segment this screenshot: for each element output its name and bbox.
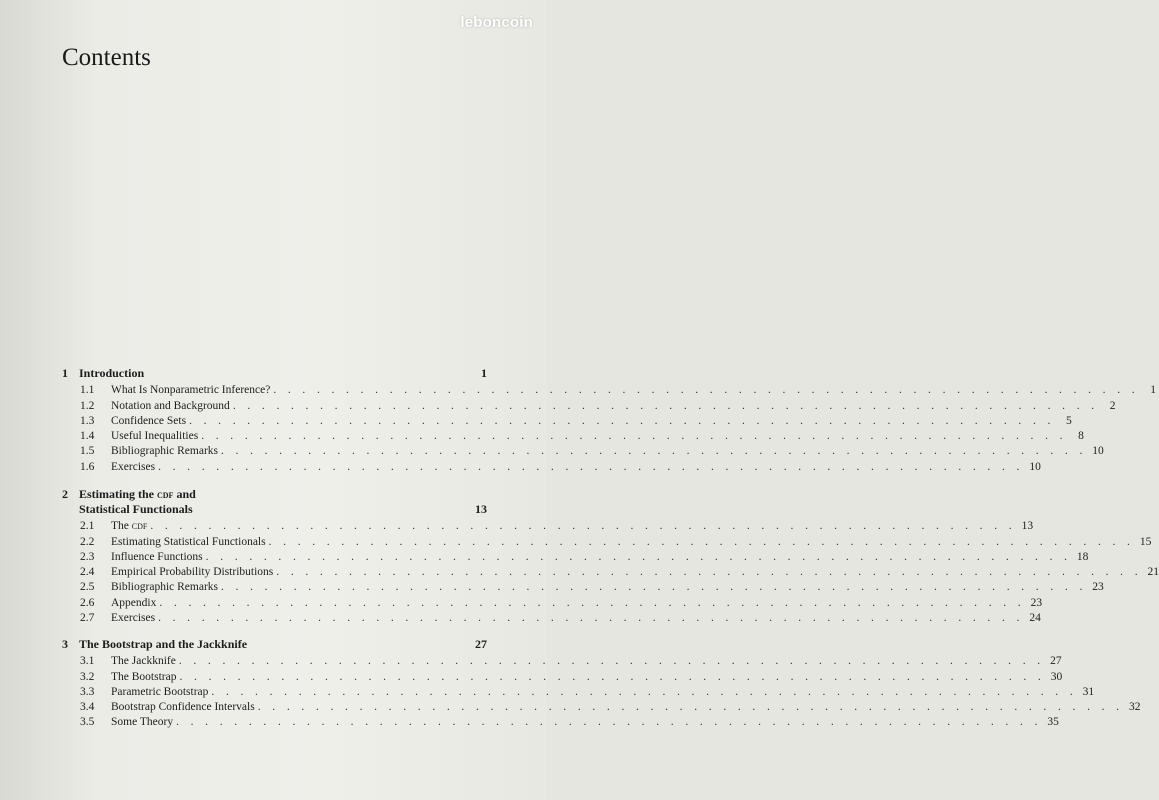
section-number: 1.3 bbox=[80, 414, 95, 427]
section-title: Empirical Probability Distributions bbox=[111, 566, 274, 579]
dot-leader: . . . . . . . . . . . . . . . . . . . . . . . . . . . . . . . . . . . . . . . . . . . . . . . . . . . . . . . . . . . . bbox=[189, 414, 1055, 427]
dot-leader: . . . . . . . . . . . . . . . . . . . . . . . . . . . . . . . . . . . . . . . . . . . . . . . . . . . . . . . . . . . . bbox=[211, 685, 1078, 698]
section-title: Parametric Bootstrap bbox=[111, 685, 209, 698]
section-page: 23 bbox=[1092, 581, 1104, 594]
dot-leader: . . . . . . . . . . . . . . . . . . . . . . . . . . . . . . . . . . . . . . . . . . . . . . . . . . . . . . . . . . . . bbox=[179, 670, 1046, 683]
section-title: Exercises bbox=[111, 460, 156, 473]
dot-leader: . . . . . . . . . . . . . . . . . . . . . . . . . . . . . . . . . . . . . . . . . . . . . . . . . . . . . . . . . . . . bbox=[273, 384, 1140, 397]
chapter-page: 13 bbox=[475, 502, 487, 516]
section-number: 1.1 bbox=[80, 384, 95, 397]
cdf-small-caps: cdf bbox=[131, 520, 148, 533]
section-title: Bootstrap Confidence Intervals bbox=[111, 701, 255, 714]
section-number: 1.5 bbox=[80, 445, 95, 458]
section-title: What Is Nonparametric Inference? bbox=[111, 384, 271, 397]
section-page: 21 bbox=[1147, 566, 1159, 579]
chapter-number: 3 bbox=[62, 637, 68, 651]
toc-entry-3-4[interactable] bbox=[62, 698, 1141, 714]
dot-leader: . . . . . . . . . . . . . . . . . . . . . . . . . . . . . . . . . . . . . . . . . . . . . . . . . . . . . . . . . . . . bbox=[176, 716, 1042, 729]
toc-entry-3-2[interactable] bbox=[62, 667, 1063, 683]
dot-leader: . . . . . . . . . . . . . . . . . . . . . . . . . . . . . . . . . . . . . . . . . . . . . . . . . . . . . . . . . . . . bbox=[232, 399, 1099, 412]
toc-entry-3-1[interactable] bbox=[62, 652, 1062, 668]
section-page: 27 bbox=[1050, 655, 1062, 668]
section-page: 2 bbox=[1109, 399, 1116, 412]
section-number: 2.3 bbox=[80, 550, 95, 563]
section-number: 1.4 bbox=[80, 430, 95, 443]
section-page: 13 bbox=[1021, 520, 1034, 533]
dot-leader: . . . . . . . . . . . . . . . . . . . . . . . . . . . . . . . . . . . . . . . . . . . . . . . . . . . . . . . . . . . . bbox=[221, 581, 1087, 594]
page-title: Contents bbox=[62, 44, 151, 71]
toc-entry-2-1[interactable] bbox=[62, 517, 1034, 533]
chapter-title: The Bootstrap and the Jackknife bbox=[79, 637, 248, 651]
section-number: 2.5 bbox=[80, 581, 95, 594]
section-number: 1.2 bbox=[80, 399, 95, 412]
section-page: 23 bbox=[1030, 596, 1043, 609]
cdf-small-caps: cdf bbox=[157, 487, 174, 501]
toc-entry-2-3[interactable] bbox=[62, 548, 1089, 563]
chapter-title-line-2: Statistical Functionals bbox=[79, 502, 193, 516]
section-number: 2.7 bbox=[80, 612, 95, 625]
section-number: 3.2 bbox=[80, 670, 95, 683]
chapter-title-part: and bbox=[173, 487, 196, 501]
section-page: 5 bbox=[1066, 414, 1072, 427]
section-page: 8 bbox=[1078, 430, 1084, 443]
section-page: 31 bbox=[1082, 685, 1095, 698]
section-number: 3.3 bbox=[80, 685, 95, 698]
dot-leader: . . . . . . . . . . . . . . . . . . . . . . . . . . . . . . . . . . . . . . . . . . . . . . . . . . . . . . . . . . . . bbox=[150, 520, 1017, 533]
section-title: Exercises bbox=[111, 612, 156, 625]
chapter-2-heading[interactable] bbox=[62, 485, 487, 502]
section-title: Estimating Statistical Functionals bbox=[111, 535, 266, 548]
section-title: Some Theory bbox=[111, 716, 174, 729]
toc-entry-1-4[interactable] bbox=[62, 427, 1084, 443]
section-title: Influence Functions bbox=[111, 550, 203, 563]
section-title: The Bootstrap bbox=[111, 670, 177, 683]
section-title: Appendix bbox=[111, 596, 157, 609]
chapter-page: 1 bbox=[481, 366, 487, 380]
chapter-3-heading[interactable] bbox=[62, 635, 487, 652]
section-title: The Jackknife bbox=[111, 655, 176, 668]
chapter-title-line-1 bbox=[79, 487, 487, 502]
section-number: 3.4 bbox=[80, 701, 95, 714]
section-page: 35 bbox=[1047, 716, 1059, 729]
chapter-2-heading-line-2[interactable] bbox=[62, 502, 487, 517]
dot-leader: . . . . . . . . . . . . . . . . . . . . . . . . . . . . . . . . . . . . . . . . . . . . . . . . . . . . . . . . . . . . bbox=[276, 566, 1142, 579]
toc-entry-2-6[interactable] bbox=[62, 593, 1043, 609]
dot-leader: . . . . . . . . . . . . . . . . . . . . . . . . . . . . . . . . . . . . . . . . . . . . . . . . . . . . . . . . . . . . bbox=[257, 701, 1124, 714]
chapter-1-heading[interactable] bbox=[62, 364, 487, 381]
dot-leader: . . . . . . . . . . . . . . . . . . . . . . . . . . . . . . . . . . . . . . . . . . . . . . . . . . . . . . . . . . . . bbox=[268, 535, 1135, 548]
dot-leader: . . . . . . . . . . . . . . . . . . . . . . . . . . . . . . . . . . . . . . . . . . . . . . . . . . . . . . . . . . . . bbox=[159, 596, 1026, 609]
dot-leader: . . . . . . . . . . . . . . . . . . . . . . . . . . . . . . . . . . . . . . . . . . . . . . . . . . . . . . . . . . . . bbox=[205, 550, 1072, 563]
chapter-1 bbox=[62, 364, 1157, 473]
section-title: Useful Inequalities bbox=[111, 430, 199, 443]
section-title-part: The bbox=[111, 520, 132, 533]
section-number: 3.1 bbox=[80, 655, 95, 668]
toc-entry-1-3[interactable] bbox=[62, 412, 1072, 427]
chapter-3 bbox=[62, 635, 1141, 729]
toc-entry-2-4[interactable] bbox=[62, 563, 1159, 579]
section-title: Bibliographic Remarks bbox=[111, 581, 218, 594]
chapter-title-part: Estimating the bbox=[79, 487, 157, 501]
section-title bbox=[111, 520, 147, 532]
toc-entry-1-5[interactable] bbox=[62, 442, 1104, 458]
chapter-number: 1 bbox=[62, 366, 68, 380]
section-page: 10 bbox=[1029, 460, 1041, 473]
toc-entry-1-1[interactable] bbox=[62, 381, 1157, 397]
section-page: 32 bbox=[1128, 701, 1141, 714]
section-title: Bibliographic Remarks bbox=[111, 445, 218, 458]
toc-entry-3-3[interactable] bbox=[62, 683, 1095, 698]
section-title: Confidence Sets bbox=[111, 414, 187, 427]
chapter-title: Introduction bbox=[79, 366, 145, 380]
dot-leader: . . . . . . . . . . . . . . . . . . . . . . . . . . . . . . . . . . . . . . . . . . . . . . . . . . . . . . . . . . . . bbox=[158, 460, 1024, 473]
toc-entry-3-5[interactable] bbox=[62, 713, 1059, 729]
toc-entry-2-5[interactable] bbox=[62, 578, 1104, 594]
toc-entry-2-2[interactable] bbox=[62, 532, 1152, 548]
section-title: Notation and Background bbox=[111, 399, 230, 412]
section-number: 2.1 bbox=[80, 520, 95, 533]
chapter-number: 2 bbox=[62, 487, 68, 501]
section-page: 30 bbox=[1050, 670, 1063, 683]
dot-leader: . . . . . . . . . . . . . . . . . . . . . . . . . . . . . . . . . . . . . . . . . . . . . . . . . . . . . . . . . . . . bbox=[178, 655, 1045, 668]
section-number: 3.5 bbox=[80, 716, 95, 729]
leboncoin-watermark: leboncoin bbox=[460, 14, 533, 31]
section-page: 10 bbox=[1092, 445, 1104, 458]
section-number: 2.2 bbox=[80, 535, 95, 548]
section-number: 2.6 bbox=[80, 596, 95, 609]
section-number: 1.6 bbox=[80, 460, 95, 473]
chapter-page: 27 bbox=[475, 637, 487, 651]
section-page: 1 bbox=[1150, 384, 1157, 397]
dot-leader: . . . . . . . . . . . . . . . . . . . . . . . . . . . . . . . . . . . . . . . . . . . . . . . . . . . . . . . . . . . . bbox=[158, 612, 1024, 625]
chapter-2 bbox=[62, 485, 1159, 625]
toc-entry-1-2[interactable] bbox=[62, 396, 1116, 412]
section-page: 15 bbox=[1139, 535, 1152, 548]
toc-entry-1-6[interactable] bbox=[62, 457, 1041, 473]
dot-leader: . . . . . . . . . . . . . . . . . . . . . . . . . . . . . . . . . . . . . . . . . . . . . . . . . . . . . . . . . . . . bbox=[201, 430, 1067, 443]
section-page: 18 bbox=[1076, 550, 1089, 563]
dot-leader: . . . . . . . . . . . . . . . . . . . . . . . . . . . . . . . . . . . . . . . . . . . . . . . . . . . . . . . . . . . . bbox=[221, 445, 1087, 458]
section-page: 24 bbox=[1029, 612, 1041, 625]
section-number: 2.4 bbox=[80, 566, 95, 579]
toc-entry-2-7[interactable] bbox=[62, 609, 1041, 625]
